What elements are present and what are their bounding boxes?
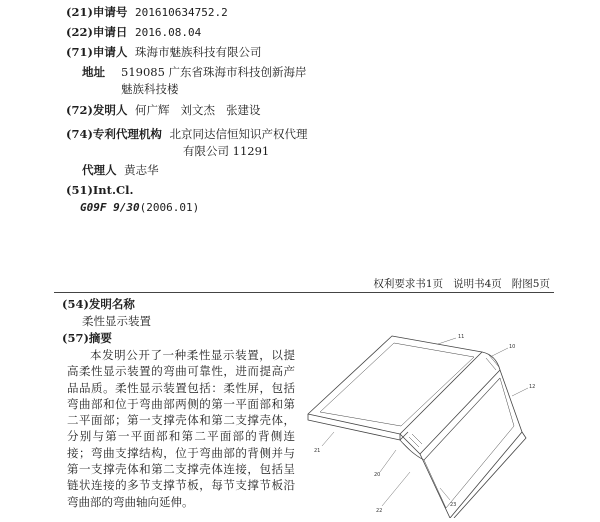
application-date-code: (22)申请日 xyxy=(66,25,128,39)
leader-20 xyxy=(380,450,396,472)
page-counts: 权利要求书1页 说明书4页 附图5页 xyxy=(373,278,550,290)
label-12: 12 xyxy=(529,384,536,390)
address-line-1: 519085 广东省珠海市科技创新海岸 xyxy=(121,65,307,79)
hinge-chain xyxy=(403,434,422,453)
agency-line-2: 有限公司 11291 xyxy=(183,144,270,158)
leader-11 xyxy=(438,338,456,344)
agent-row xyxy=(82,163,159,178)
int-cl-row xyxy=(66,183,133,198)
right-panel-outline xyxy=(420,370,522,518)
address-label: 地址 xyxy=(82,65,105,79)
leader-21 xyxy=(322,432,334,446)
agent: 黄志华 xyxy=(124,163,159,177)
address-line-2: 魅族科技楼 xyxy=(121,82,179,96)
label-21: 21 xyxy=(314,448,321,454)
label-23: 23 xyxy=(450,502,457,508)
abstract-text: 本发明公开了一种柔性显示装置，以提高柔性显示装置的弯曲可靠性，进而提高产品品质。柔性显示装置包括：柔性屏，包括弯曲部和位于弯曲部两侧的第一平面部和第二平面部；第一支撑壳体和第二支撑壳体，分别与第一平面部和第二平面部的背侧连接；弯曲支撑结构，位于弯曲部的背侧并与第一支撑壳体和第二支撑壳体连接，包括呈链状连接的多节支撑节板，每节支撑节板沿弯曲部的弯曲轴向延伸。 xyxy=(67,348,295,509)
applicant: 珠海市魅族科技有限公司 xyxy=(135,45,262,59)
agency-row xyxy=(66,127,308,142)
ipc-row xyxy=(80,200,199,215)
left-panel-outline xyxy=(308,336,482,434)
int-cl-code: (51)Int.Cl. xyxy=(66,183,134,197)
application-number: 201610634752.2 xyxy=(135,6,228,19)
leader-22 xyxy=(382,472,410,506)
agent-label: 代理人 xyxy=(82,163,117,177)
label-10: 10 xyxy=(509,344,516,350)
bend-outline xyxy=(400,352,500,454)
ipc-class: G09F 9/30 xyxy=(80,201,140,214)
invention-title: 柔性显示装置 xyxy=(82,314,151,328)
application-number-row xyxy=(66,5,228,20)
applicant-row xyxy=(66,45,262,60)
agency-code: (74)专利代理机构 xyxy=(66,127,162,141)
label-11: 11 xyxy=(458,334,465,340)
right-panel-edge xyxy=(454,432,526,518)
left-panel-screen xyxy=(320,343,474,426)
inventor-code: (72)发明人 xyxy=(66,103,128,117)
abstract-drawing xyxy=(300,322,562,518)
agency-line-1: 北京同达信恒知识产权代理 xyxy=(169,127,308,141)
application-date: 2016.08.04 xyxy=(135,26,202,39)
label-22: 22 xyxy=(376,508,383,514)
ipc-date: (2006.01) xyxy=(139,201,200,214)
inventor-row xyxy=(66,103,260,118)
right-panel-screen xyxy=(424,378,514,508)
inventors: 何广辉 刘文杰 张建设 xyxy=(135,103,261,117)
abstract-code: (57)摘要 xyxy=(62,331,112,345)
leader-12 xyxy=(512,388,528,396)
title-code: (54)发明名称 xyxy=(62,297,135,311)
application-number-code: (21)申请号 xyxy=(66,5,128,19)
label-20: 20 xyxy=(374,472,381,478)
application-date-row xyxy=(66,25,201,40)
section-divider xyxy=(54,292,554,293)
applicant-code: (71)申请人 xyxy=(66,45,128,59)
leader-10 xyxy=(492,348,508,356)
